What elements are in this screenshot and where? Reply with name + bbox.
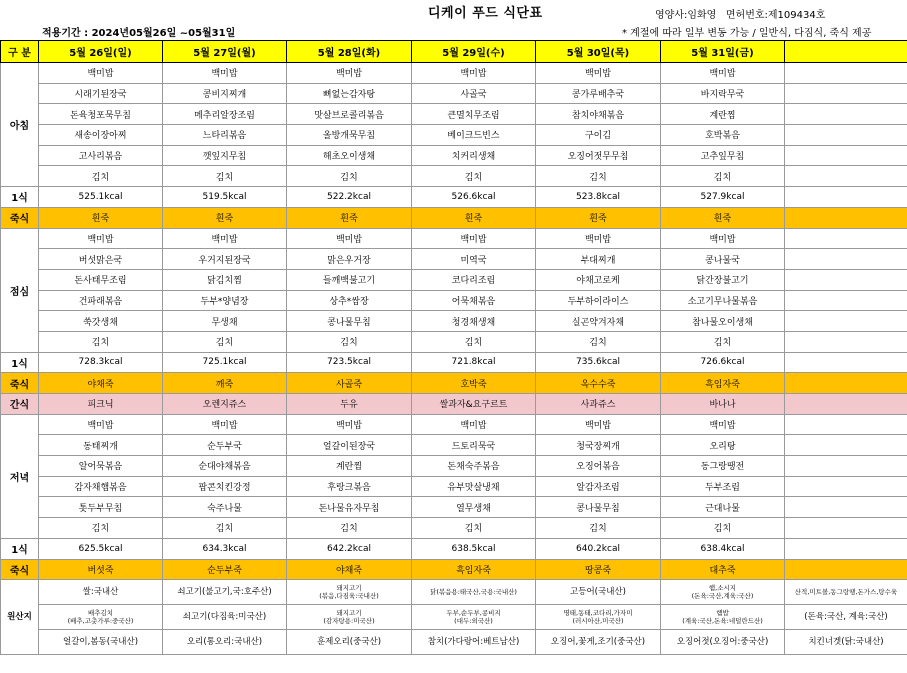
dinner-porridge-row	[1, 559, 907, 580]
header-extra	[785, 41, 907, 63]
origin-item: 오징어젓(오징어:중국산)	[661, 630, 785, 655]
kcal-value: 526.6kcal	[412, 187, 536, 208]
origin-item: 쇠고기(불고기,국:호주산)	[163, 580, 287, 605]
menu-item: 김치	[536, 518, 661, 539]
menu-item: 후랑크볶음	[287, 476, 412, 497]
menu-item: 백미밥	[412, 228, 536, 249]
empty-cell	[785, 290, 907, 311]
header-day: 5월 27일(월)	[163, 41, 287, 63]
menu-item: 김치	[163, 331, 287, 352]
kcal-value: 638.5kcal	[412, 538, 536, 559]
menu-item: 계란찜	[287, 456, 412, 477]
menu-item: 소고기무나물볶음	[661, 290, 785, 311]
kcal-label: 1식	[1, 187, 39, 208]
porridge-item: 순두부죽	[163, 559, 287, 580]
origin-item: 배추김치 (배추,고춧가루:중국산)	[39, 605, 163, 630]
menu-item: 사골국	[412, 83, 536, 104]
breakfast-porridge-row	[1, 207, 907, 228]
porridge-item: 옥수수죽	[536, 373, 661, 394]
lunch-row	[1, 290, 907, 311]
kcal-value: 723.5kcal	[287, 352, 412, 373]
empty-cell	[785, 249, 907, 270]
empty-cell	[785, 145, 907, 166]
menu-item: 김치	[412, 166, 536, 187]
kcal-value: 519.5kcal	[163, 187, 287, 208]
menu-item: 감자채햄볶음	[39, 476, 163, 497]
menu-item: 계란찜	[661, 104, 785, 125]
empty-cell	[785, 414, 907, 435]
origin-item: 햄밥 (계육:국산,돈육:네덜란드산)	[661, 605, 785, 630]
lunch-row	[1, 269, 907, 290]
origin-item: 두부,순두부,콩비지 (대두:외국산)	[412, 605, 536, 630]
breakfast-row	[1, 125, 907, 146]
menu-item: 야채고로케	[536, 269, 661, 290]
empty-cell	[785, 538, 907, 559]
porridge-item: 사골죽	[287, 373, 412, 394]
kcal-value: 527.9kcal	[661, 187, 785, 208]
menu-item: 백미밥	[661, 228, 785, 249]
menu-title: 디케이 푸드 식단표	[428, 6, 543, 21]
menu-item: 콩나물무침	[287, 311, 412, 332]
snack-item: 사과쥬스	[536, 394, 661, 415]
menu-item: 백미밥	[163, 414, 287, 435]
menu-item: 돈육청포묵무침	[39, 104, 163, 125]
menu-item: 백미밥	[661, 414, 785, 435]
porridge-label: 죽식	[1, 559, 39, 580]
empty-cell	[785, 104, 907, 125]
menu-item: 오징어젓무무침	[536, 145, 661, 166]
porridge-item: 흰죽	[287, 207, 412, 228]
lunch-porridge-row	[1, 373, 907, 394]
menu-item: 실곤약겨자채	[536, 311, 661, 332]
menu-item: 바지락무국	[661, 83, 785, 104]
porridge-item: 흰죽	[536, 207, 661, 228]
porridge-item: 야채죽	[287, 559, 412, 580]
menu-item: 순대야채볶음	[163, 456, 287, 477]
origin-item: 오징어,꽃게,조기(중국산)	[536, 630, 661, 655]
menu-item: 느타리볶음	[163, 125, 287, 146]
menu-item: 백미밥	[287, 228, 412, 249]
kcal-value: 638.4kcal	[661, 538, 785, 559]
dinner-row	[1, 476, 907, 497]
menu-item: 김치	[536, 166, 661, 187]
menu-item: 알어묵볶음	[39, 456, 163, 477]
menu-item: 김치	[287, 166, 412, 187]
menu-item: 해초오이생채	[287, 145, 412, 166]
menu-item: 맛살브로콜리볶음	[287, 104, 412, 125]
apply-period: 적용기간 : 2024년05월26일 ~05월31일	[42, 28, 236, 39]
menu-item: 큰멸치무조림	[412, 104, 536, 125]
menu-item: 치커리생채	[412, 145, 536, 166]
header-category: 구 분	[1, 41, 39, 63]
meal-table	[0, 40, 907, 655]
menu-item: 김치	[412, 331, 536, 352]
kcal-value: 525.1kcal	[39, 187, 163, 208]
menu-item: 김치	[661, 166, 785, 187]
kcal-label: 1식	[1, 352, 39, 373]
menu-item: 참나물오이생채	[661, 311, 785, 332]
porridge-item: 흑임자죽	[661, 373, 785, 394]
breakfast-row	[1, 104, 907, 125]
menu-item: 두부하이라이스	[536, 290, 661, 311]
nutritionist-info	[655, 6, 825, 21]
snack-item: 피크닉	[39, 394, 163, 415]
porridge-item: 땅콩죽	[536, 559, 661, 580]
origin-item: 오리(통오리:국내산)	[163, 630, 287, 655]
menu-item: 청국장찌개	[536, 435, 661, 456]
dinner-label: 저녁	[1, 414, 39, 538]
menu-item: 콩가루배추국	[536, 83, 661, 104]
menu-item: 고사리볶음	[39, 145, 163, 166]
license-number: 면허번호:제109434호	[725, 10, 826, 21]
empty-cell	[785, 373, 907, 394]
menu-item: 콩비지찌개	[163, 83, 287, 104]
empty-cell	[785, 125, 907, 146]
header-day: 5월 29일(수)	[412, 41, 536, 63]
origin-item: 돼지고기 (볶음,다짐육:국내산)	[287, 580, 412, 605]
origin-row	[1, 580, 907, 605]
origin-item: 훈제오리(중국산)	[287, 630, 412, 655]
menu-item: 코다리조림	[412, 269, 536, 290]
menu-item: 팝콘치킨강정	[163, 476, 287, 497]
lunch-row	[1, 311, 907, 332]
menu-item: 순두부국	[163, 435, 287, 456]
menu-item: 김치	[661, 518, 785, 539]
empty-cell	[785, 497, 907, 518]
empty-cell	[785, 518, 907, 539]
porridge-item: 흰죽	[39, 207, 163, 228]
menu-item: 두부조림	[661, 476, 785, 497]
menu-item: 김치	[287, 518, 412, 539]
menu-item: 맑은우거장	[287, 249, 412, 270]
menu-item: 백미밥	[287, 414, 412, 435]
porridge-label: 죽식	[1, 207, 39, 228]
origin-item: 닭(볶음용:태국산,국용:국내산)	[412, 580, 536, 605]
menu-item: 백미밥	[536, 228, 661, 249]
menu-item: 어묵채볶음	[412, 290, 536, 311]
origin-item: 햄,소시지 (돈육:국산,계육:국산)	[661, 580, 785, 605]
menu-item: 백미밥	[39, 414, 163, 435]
menu-item: 백미밥	[536, 414, 661, 435]
menu-item: 김치	[39, 166, 163, 187]
menu-item: 새송이장아찌	[39, 125, 163, 146]
menu-item: 유부맛살냉채	[412, 476, 536, 497]
empty-cell	[785, 269, 907, 290]
empty-cell	[785, 207, 907, 228]
dinner-row	[1, 414, 907, 435]
empty-cell	[785, 83, 907, 104]
kcal-value: 640.2kcal	[536, 538, 661, 559]
lunch-row	[1, 228, 907, 249]
menu-item: 백미밥	[661, 63, 785, 84]
menu-item: 무생채	[163, 311, 287, 332]
empty-cell	[785, 394, 907, 415]
snack-item: 오렌지쥬스	[163, 394, 287, 415]
origin-item: 산적,미트볼,동그랑땡,돈가스,탕수육	[785, 580, 907, 605]
breakfast-row	[1, 63, 907, 84]
breakfast-label: 아침	[1, 63, 39, 187]
snack-label: 간식	[1, 394, 39, 415]
menu-item: 돈사태무조림	[39, 269, 163, 290]
kcal-value: 725.1kcal	[163, 352, 287, 373]
origin-item: 얼갈이,봄동(국내산)	[39, 630, 163, 655]
menu-item: 백미밥	[163, 63, 287, 84]
menu-item: 백미밥	[412, 414, 536, 435]
empty-cell	[785, 187, 907, 208]
kcal-value: 634.3kcal	[163, 538, 287, 559]
breakfast-kcal-row	[1, 187, 907, 208]
menu-item: 백미밥	[39, 63, 163, 84]
menu-item: 올방개묵무침	[287, 125, 412, 146]
snack-item: 두유	[287, 394, 412, 415]
origin-item: 쇠고기(다짐육:미국산)	[163, 605, 287, 630]
menu-item: 미역국	[412, 249, 536, 270]
dinner-row	[1, 456, 907, 477]
origin-row	[1, 630, 907, 655]
kcal-value: 642.2kcal	[287, 538, 412, 559]
snack-row	[1, 394, 907, 415]
menu-item: 김치	[536, 331, 661, 352]
header-day: 5월 30일(목)	[536, 41, 661, 63]
menu-item: 쑥갓생채	[39, 311, 163, 332]
menu-item: 드토리묵국	[412, 435, 536, 456]
origin-item: (돈육:국산, 계육:국산)	[785, 605, 907, 630]
header-row	[1, 41, 907, 63]
snack-item: 바나나	[661, 394, 785, 415]
kcal-label: 1식	[1, 538, 39, 559]
origin-item: 치킨너겟(닭:국내산)	[785, 630, 907, 655]
origin-item: 참치(가다랑어:베트남산)	[412, 630, 536, 655]
porridge-item: 대추죽	[661, 559, 785, 580]
empty-cell	[785, 476, 907, 497]
menu-item: 두부*양념장	[163, 290, 287, 311]
origin-row	[1, 605, 907, 630]
porridge-item: 흰죽	[412, 207, 536, 228]
empty-cell	[785, 228, 907, 249]
empty-cell	[785, 331, 907, 352]
menu-item: 닭김치찜	[163, 269, 287, 290]
menu-item: 김치	[163, 518, 287, 539]
porridge-item: 흰죽	[661, 207, 785, 228]
kcal-value: 522.2kcal	[287, 187, 412, 208]
lunch-kcal-row	[1, 352, 907, 373]
menu-item: 오징어볶음	[536, 456, 661, 477]
lunch-label: 점심	[1, 228, 39, 352]
menu-item: 열무생채	[412, 497, 536, 518]
porridge-item: 버섯죽	[39, 559, 163, 580]
menu-item: 돈나물유자무침	[287, 497, 412, 518]
kcal-value: 735.6kcal	[536, 352, 661, 373]
kcal-value: 625.5kcal	[39, 538, 163, 559]
menu-item: 청경채생채	[412, 311, 536, 332]
menu-item: 부대찌개	[536, 249, 661, 270]
menu-item: 상추*쌈장	[287, 290, 412, 311]
header-day: 5월 26일(일)	[39, 41, 163, 63]
header-day: 5월 31일(금)	[661, 41, 785, 63]
origin-item: 고등어(국내산)	[536, 580, 661, 605]
breakfast-row	[1, 83, 907, 104]
breakfast-row	[1, 145, 907, 166]
menu-item: 버섯맑은국	[39, 249, 163, 270]
menu-item: 동그랑땡전	[661, 456, 785, 477]
empty-cell	[785, 559, 907, 580]
empty-cell	[785, 435, 907, 456]
porridge-item: 호박죽	[412, 373, 536, 394]
menu-item: 메추리알장조림	[163, 104, 287, 125]
menu-item: 고추잎무침	[661, 145, 785, 166]
menu-item: 오리탕	[661, 435, 785, 456]
menu-item: 베이크드빈스	[412, 125, 536, 146]
porridge-item: 흰죽	[163, 207, 287, 228]
snack-item: 쌀과자&요구르트	[412, 394, 536, 415]
menu-item: 우거지된장국	[163, 249, 287, 270]
kcal-value: 726.6kcal	[661, 352, 785, 373]
menu-item: 참치야채볶음	[536, 104, 661, 125]
menu-item: 김치	[39, 518, 163, 539]
dinner-row	[1, 435, 907, 456]
menu-item: 근대나물	[661, 497, 785, 518]
porridge-item: 야채죽	[39, 373, 163, 394]
menu-item: 건파래볶음	[39, 290, 163, 311]
kcal-value: 523.8kcal	[536, 187, 661, 208]
origin-label: 원산지	[1, 580, 39, 655]
menu-item: 백미밥	[412, 63, 536, 84]
menu-note: * 계절에 따라 일부 변동 가능 / 일반식, 다짐식, 죽식 제공	[622, 28, 872, 39]
dinner-row	[1, 497, 907, 518]
dinner-row	[1, 518, 907, 539]
menu-item: 동태찌개	[39, 435, 163, 456]
menu-item: 뼈없는감자탕	[287, 83, 412, 104]
nutritionist-name: 영양사:임화영	[655, 10, 717, 21]
menu-item: 알감자조림	[536, 476, 661, 497]
porridge-label: 죽식	[1, 373, 39, 394]
menu-item: 시래기된장국	[39, 83, 163, 104]
porridge-item: 흑임자죽	[412, 559, 536, 580]
menu-item: 김치	[661, 331, 785, 352]
breakfast-row	[1, 166, 907, 187]
empty-cell	[785, 352, 907, 373]
menu-item: 백미밥	[163, 228, 287, 249]
lunch-row	[1, 249, 907, 270]
menu-item: 백미밥	[536, 63, 661, 84]
menu-item: 숙주나물	[163, 497, 287, 518]
origin-item: 돼지고기 (감자탕용:미국산)	[287, 605, 412, 630]
menu-item: 김치	[163, 166, 287, 187]
menu-item: 백미밥	[287, 63, 412, 84]
empty-cell	[785, 311, 907, 332]
menu-item: 김치	[412, 518, 536, 539]
menu-item: 돈채숙주볶음	[412, 456, 536, 477]
menu-item: 콩나물국	[661, 249, 785, 270]
kcal-value: 721.8kcal	[412, 352, 536, 373]
menu-item: 호박볶음	[661, 125, 785, 146]
kcal-value: 728.3kcal	[39, 352, 163, 373]
empty-cell	[785, 456, 907, 477]
origin-item: 쌀:국내산	[39, 580, 163, 605]
empty-cell	[785, 63, 907, 84]
menu-item: 들깨백불고기	[287, 269, 412, 290]
menu-item: 얼갈이된장국	[287, 435, 412, 456]
header-day: 5월 28일(화)	[287, 41, 412, 63]
menu-item: 김치	[287, 331, 412, 352]
menu-item: 깻잎지무침	[163, 145, 287, 166]
dinner-kcal-row	[1, 538, 907, 559]
menu-item: 닭간장불고기	[661, 269, 785, 290]
empty-cell	[785, 166, 907, 187]
menu-item: 구이김	[536, 125, 661, 146]
menu-item: 톳두부무침	[39, 497, 163, 518]
menu-item: 김치	[39, 331, 163, 352]
lunch-row	[1, 331, 907, 352]
origin-item: 명태,동태,코다리,가자미 (러시아산,미국산)	[536, 605, 661, 630]
menu-item: 콩나물무침	[536, 497, 661, 518]
porridge-item: 깨죽	[163, 373, 287, 394]
menu-item: 백미밥	[39, 228, 163, 249]
